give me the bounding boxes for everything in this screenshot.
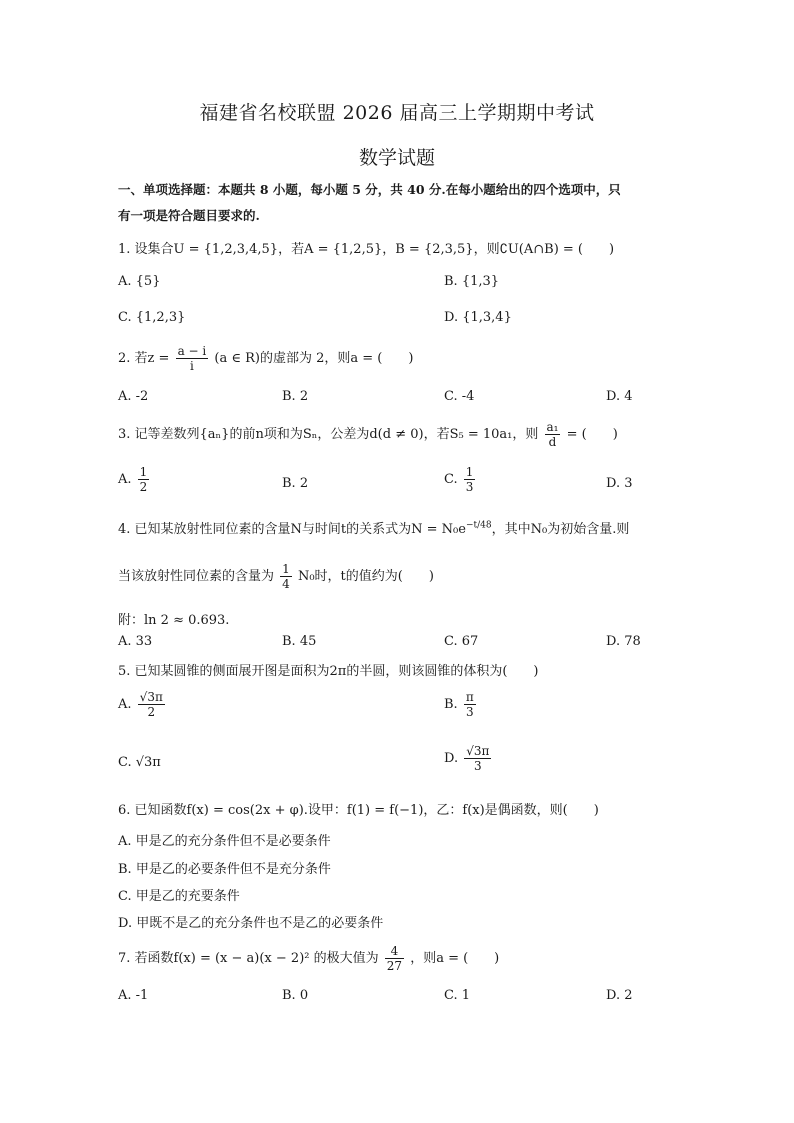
- question-6-option-d: D. 甲既不是乙的充分条件也不是乙的必要条件: [118, 916, 384, 931]
- question-3-post: = ( ): [566, 427, 618, 442]
- question-1-option-a: A. {5}: [118, 274, 161, 289]
- question-6-option-b: B. 甲是乙的必要条件但不是充分条件: [118, 862, 331, 877]
- question-7-option-a: A. -1: [118, 988, 149, 1003]
- question-6-option-a: A. 甲是乙的充分条件但不是必要条件: [118, 834, 331, 849]
- question-5-option-d: [444, 744, 493, 773]
- question-2-post: (a ∈ R)的虚部为 2，则a = ( ): [214, 351, 414, 366]
- question-3-option-c-fraction: [464, 465, 476, 494]
- question-5-option-d-label: D.: [444, 751, 459, 766]
- question-3-option-c-label: C.: [444, 472, 458, 487]
- question-7-option-b: B. 0: [282, 988, 309, 1003]
- question-4-option-b: B. 45: [282, 634, 317, 649]
- page-subtitle: 数学试题: [358, 147, 435, 169]
- question-5-option-b: [444, 690, 478, 719]
- fraction-numerator: 1: [282, 562, 290, 576]
- question-4-line2-post: N₀时，t的值约为( ): [297, 569, 434, 584]
- question-2-numerator: a − i: [177, 344, 207, 358]
- question-2-denominator: i: [189, 359, 194, 373]
- fraction-numerator: 1: [139, 465, 148, 479]
- question-2-option-b: B. 2: [282, 389, 309, 404]
- question-7-fraction: [385, 944, 404, 973]
- section-heading: [118, 177, 678, 229]
- fraction-numerator: 1: [465, 465, 474, 479]
- question-3-stem: [118, 420, 618, 449]
- fraction-denominator: 3: [465, 705, 474, 719]
- section-heading-line2: 有一项是符合题目要求的.: [118, 208, 260, 223]
- question-5-option-d-fraction: [464, 744, 491, 773]
- question-4-line1-pre: 4. 已知某放射性同位素的含量N与时间t的关系式为N = N₀e: [118, 522, 466, 537]
- question-3-denominator: d: [548, 435, 557, 449]
- question-4-exponent: −t/48: [465, 520, 492, 531]
- question-1-option-c: C. {1,2,3}: [118, 310, 186, 325]
- question-4-option-c: C. 67: [444, 634, 479, 649]
- question-2-fraction: [176, 344, 209, 373]
- question-7-post: ，则a = ( ): [410, 951, 500, 966]
- question-3-option-a-label: A.: [118, 472, 132, 487]
- fraction-numerator: √3π: [139, 690, 163, 704]
- question-1-option-b: B. {1,3}: [444, 274, 500, 289]
- question-7-stem: [118, 944, 499, 973]
- fraction-denominator: 4: [282, 577, 290, 591]
- question-1-option-d: D. {1,3,4}: [444, 310, 512, 325]
- fraction-denominator: 3: [474, 759, 482, 773]
- question-4-line2-pre: 当该放射性同位素的含量为: [118, 569, 275, 584]
- fraction-denominator: 3: [465, 480, 474, 494]
- question-5-stem: 5. 已知某圆锥的侧面展开图是面积为2π的半圆，则该圆锥的体积为( ): [118, 664, 539, 679]
- fraction-numerator: π: [465, 690, 474, 704]
- question-4-fraction: [280, 562, 292, 591]
- question-4-option-a: A. 33: [118, 634, 153, 649]
- fraction-denominator: 2: [139, 480, 148, 494]
- question-2-option-a: A. -2: [118, 389, 149, 404]
- question-3-pre: 3. 记等差数列{aₙ}的前n项和为Sₙ，公差为d(d ≠ 0)，若S₅ = 10a₁，则: [118, 427, 539, 442]
- question-2-option-c: C. -4: [444, 389, 475, 404]
- question-3-numerator: a₁: [546, 420, 559, 434]
- question-4-note: 附：ln 2 ≈ 0.693.: [118, 613, 230, 628]
- question-2-option-d: D. 4: [606, 389, 633, 404]
- question-6-stem: 6. 已知函数f(x) = cos(2x + φ).设甲：f(1) = f(−1)，乙：f(x)是偶函数，则( ): [118, 803, 599, 818]
- question-7-option-c: C. 1: [444, 988, 471, 1003]
- question-7-option-d: D. 2: [606, 988, 633, 1003]
- question-4-option-d: D. 78: [606, 634, 641, 649]
- page-title: 福建省名校联盟 2026 届高三上学期期中考试: [199, 102, 595, 124]
- question-3-option-b: B. 2: [282, 476, 309, 491]
- question-4-stem-line1: [118, 518, 629, 537]
- question-2-pre: 2. 若z =: [118, 351, 170, 366]
- question-5-option-c: C. √3π: [118, 755, 161, 770]
- question-5-option-b-label: B.: [444, 697, 458, 712]
- question-3-option-a-fraction: [138, 465, 150, 494]
- question-5-option-a-fraction: [138, 690, 165, 719]
- question-6-option-c: C. 甲是乙的充要条件: [118, 889, 240, 904]
- fraction-denominator: 2: [147, 705, 156, 719]
- question-3-option-d: D. 3: [606, 476, 633, 491]
- fraction-denominator: 27: [386, 959, 403, 973]
- question-1-stem: 1. 设集合U = {1,2,3,4,5}，若A = {1,2,5}，B = {2,3,5}，则∁U(A∩B) = ( ): [118, 242, 615, 257]
- question-5-option-a-label: A.: [118, 697, 132, 712]
- question-7-pre: 7. 若函数f(x) = (x − a)(x − 2)² 的极大值为: [118, 951, 379, 966]
- question-5-option-b-fraction: [464, 690, 476, 719]
- question-3-option-c: [444, 465, 477, 494]
- question-5-option-a: [118, 690, 167, 719]
- question-3-fraction: [545, 420, 561, 449]
- question-4-line1-post: ，其中N₀为初始含量.则: [491, 522, 630, 537]
- question-4-stem-line2: [118, 562, 434, 591]
- question-2-stem: [118, 344, 413, 373]
- question-3-option-a: [118, 465, 151, 494]
- fraction-numerator: √3π: [466, 744, 490, 758]
- fraction-numerator: 4: [385, 944, 404, 959]
- section-heading-line1: 一、单项选择题：本题共 8 小题，每小题 5 分，共 40 分.在每小题给出的四个选项中，只: [118, 182, 621, 197]
